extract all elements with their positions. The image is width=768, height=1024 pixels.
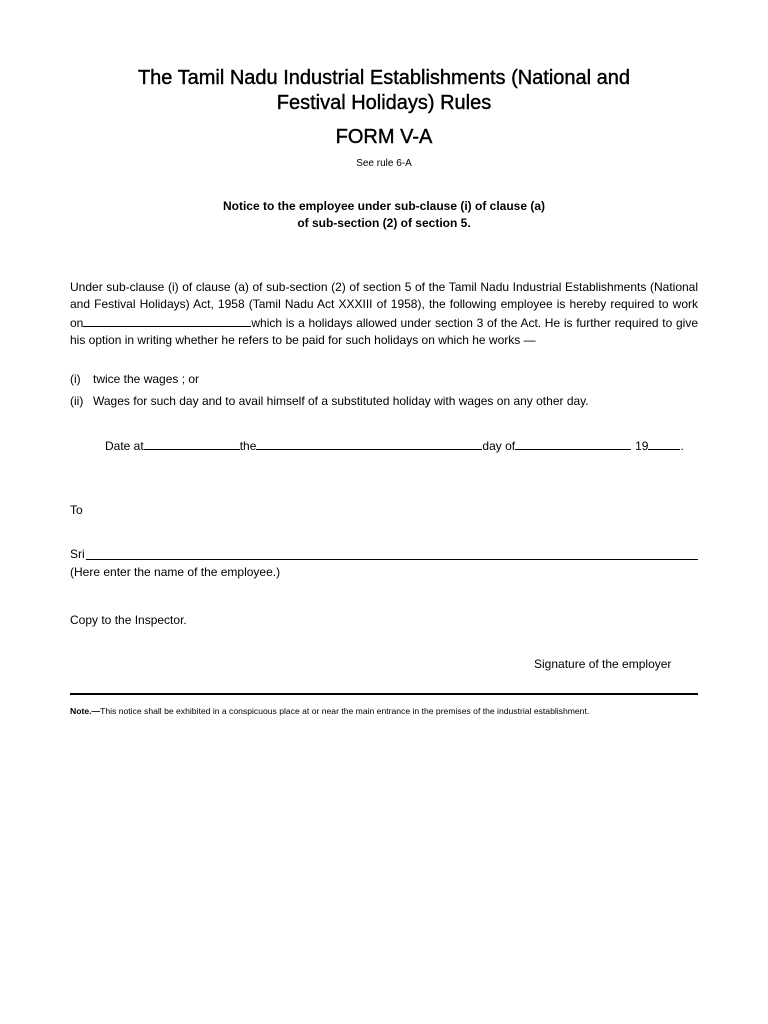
date-line-end: . [680, 439, 684, 453]
page-title [40, 66, 728, 116]
employee-name-instruction: (Here enter the name of the employee.) [70, 565, 281, 579]
notice-body-paragraph [70, 279, 698, 350]
work-date-blank [83, 314, 251, 327]
day-of-label: day of [482, 439, 516, 453]
footer-note-label: Note.— [70, 706, 101, 716]
sri-label: Sri [70, 547, 85, 561]
date-at-label: Date at [105, 439, 144, 453]
the-label: the [239, 439, 257, 453]
see-rule-reference: See rule 6-A [356, 158, 412, 169]
notice-heading-line-1: Notice to the employee under sub-clause (i) of clause (a) [222, 199, 546, 213]
to-label: To [70, 503, 83, 517]
divider [70, 693, 698, 695]
copy-to-inspector: Copy to the Inspector. [70, 613, 187, 627]
option-text: Wages for such day and to avail himself of a substituted holiday with wages on any other day. [93, 394, 589, 408]
option-number: (i) [70, 372, 81, 386]
notice-heading [40, 198, 728, 232]
title-line-2: Festival Holidays) Rules [276, 92, 492, 114]
footer-note-text: This notice shall be exhibited in a conspicuous place at or near the main entrance in the premises of the industrial establishment. [100, 706, 590, 716]
year-blank [648, 437, 680, 450]
body-text-end: which is a holidays allowed under section 3 of the Act. He is further required to give his option in writing whether he refers to be paid for such holidays on which he works — [70, 315, 698, 348]
employer-signature-label: Signature of the employer [534, 657, 672, 671]
date-line [105, 437, 684, 454]
year-prefix: 19 [635, 439, 649, 453]
option-item [70, 372, 199, 387]
employee-name-blank [86, 559, 698, 560]
day-blank [256, 437, 482, 450]
title-line-1: The Tamil Nadu Industrial Establishments (National and [137, 67, 631, 89]
month-blank [515, 437, 631, 450]
body-text-start: Under sub-clause (i) of clause (a) of sub-section (2) of section 5 of the Tamil Nadu Industrial Establishments (National and Festival Holidays) Act, 1958 (Tamil Nadu Act XXXIII of 1958), the following employee is hereby required to work on [70, 280, 698, 330]
option-number: (ii) [70, 394, 84, 408]
notice-heading-line-2: of sub-section (2) of section 5. [297, 216, 471, 230]
footer-note [70, 706, 589, 717]
option-item [70, 394, 589, 409]
form-number: FORM V-A [335, 126, 433, 148]
option-text: twice the wages ; or [93, 372, 200, 386]
place-blank [144, 437, 240, 450]
